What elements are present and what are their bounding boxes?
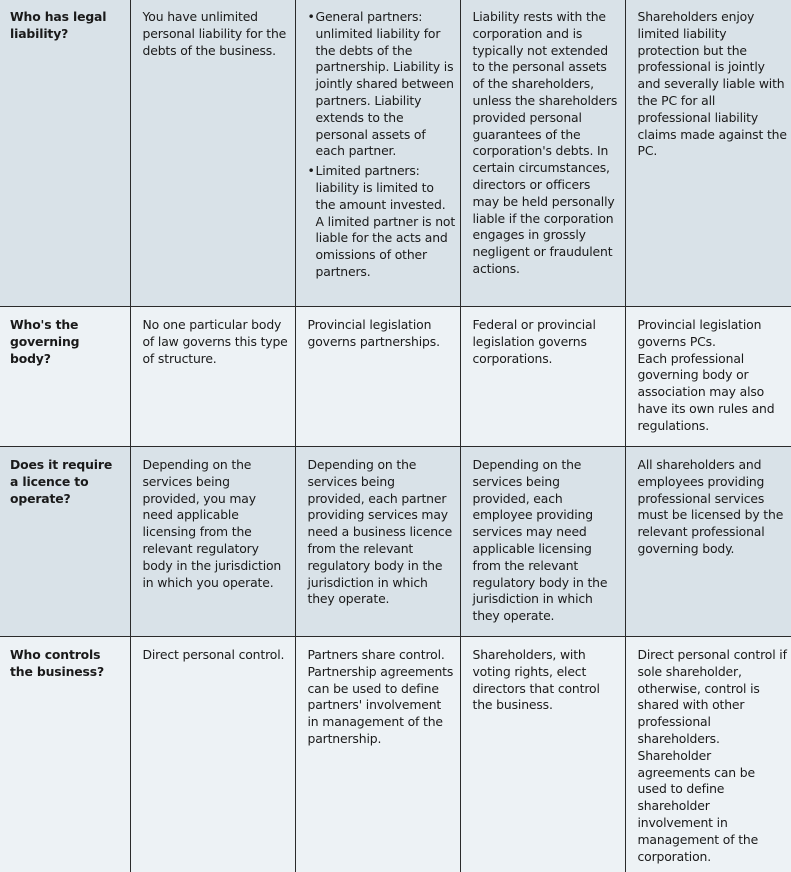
professional-corporation-cell: [625, 447, 791, 637]
professional-corporation-cell: [625, 637, 791, 872]
professional-corporation-cell: [625, 307, 791, 447]
cell-text: All shareholders and employees providing professional services must be licensed by the relevant professional governing body.: [638, 457, 788, 558]
cell-text: Direct personal control if sole shareholder, otherwise, control is shared with other professional shareholders. Shareholder agreements can be used to define shareholder involvement in management of the corporation.: [638, 647, 788, 865]
cell-text: Partners share control. Partnership agreements can be used to define partners' involvement in management of the partnership.: [308, 647, 456, 748]
row-question: Who has legal liability?: [10, 9, 124, 43]
partnership-cell: [295, 447, 460, 637]
cell-text: Depending on the services being provided, each employee providing services may need applicable licensing from the relevant regulatory body in the jurisdiction in which they operate.: [473, 457, 621, 625]
corporation-cell: [460, 637, 625, 872]
cell-text: Federal or provincial legislation governs corporations.: [473, 317, 621, 367]
cell-text: No one particular body of law governs this type of structure.: [143, 317, 289, 367]
table-row-legal-liability: [0, 0, 791, 307]
sole-proprietorship-cell: [130, 307, 295, 447]
row-question: Does it require a licence to operate?: [10, 457, 124, 507]
corporation-cell: [460, 307, 625, 447]
sole-proprietorship-cell: [130, 637, 295, 872]
corporation-cell: [460, 447, 625, 637]
cell-text: You have unlimited personal liability for the debts of the business.: [143, 9, 289, 59]
partnership-cell: [295, 0, 460, 307]
partnership-cell: [295, 637, 460, 872]
bullet-list: [308, 9, 456, 281]
table-row-control: [0, 637, 791, 872]
cell-text: Provincial legislation governs partnerships.: [308, 317, 456, 351]
corporation-cell: [460, 0, 625, 307]
partnership-cell: [295, 307, 460, 447]
cell-text: Direct personal control.: [143, 647, 289, 664]
row-question-cell: [0, 307, 130, 447]
cell-text: Each professional governing body or association may also have its own rules and regulations.: [638, 351, 788, 435]
cell-text: Depending on the services being provided, each partner providing services may need a business licence from the relevant regulatory body in the jurisdiction in which they operate.: [308, 457, 456, 608]
cell-text: Depending on the services being provided, you may need applicable licensing from the relevant regulatory body in the jurisdiction in which you operate.: [143, 457, 289, 591]
bullet-item: • General partners: unlimited liability for the debts of the partnership. Liability is jointly shared between partners. Liability extends to the personal assets of each partner.: [308, 9, 456, 160]
cell-text: Liability rests with the corporation and is typically not extended to the personal assets of the shareholders, unless the shareholders provided personal guarantees of the corporation's debts. In certain circumstances, directors or officers may be held personally liable if the corporation engages in grossly negligent or fraudulent actions.: [473, 9, 621, 278]
row-question: Who controls the business?: [10, 647, 124, 681]
cell-text: Shareholders, with voting rights, elect directors that control the business.: [473, 647, 621, 714]
sole-proprietorship-cell: [130, 0, 295, 307]
row-question: Who's the governing body?: [10, 317, 124, 367]
cell-text: Shareholders enjoy limited liability protection but the professional is jointly and severally liable with the PC for all professional liability claims made against the PC.: [638, 9, 788, 160]
professional-corporation-cell: [625, 0, 791, 307]
row-question-cell: [0, 0, 130, 307]
cell-text: Provincial legislation governs PCs.: [638, 317, 788, 351]
sole-proprietorship-cell: [130, 447, 295, 637]
row-question-cell: [0, 447, 130, 637]
table-row-licence: [0, 447, 791, 637]
table-row-governing-body: [0, 307, 791, 447]
row-question-cell: [0, 637, 130, 872]
bullet-item: • Limited partners: liability is limited to the amount invested. A limited partner is not liable for the acts and omissions of other partners.: [308, 163, 456, 281]
